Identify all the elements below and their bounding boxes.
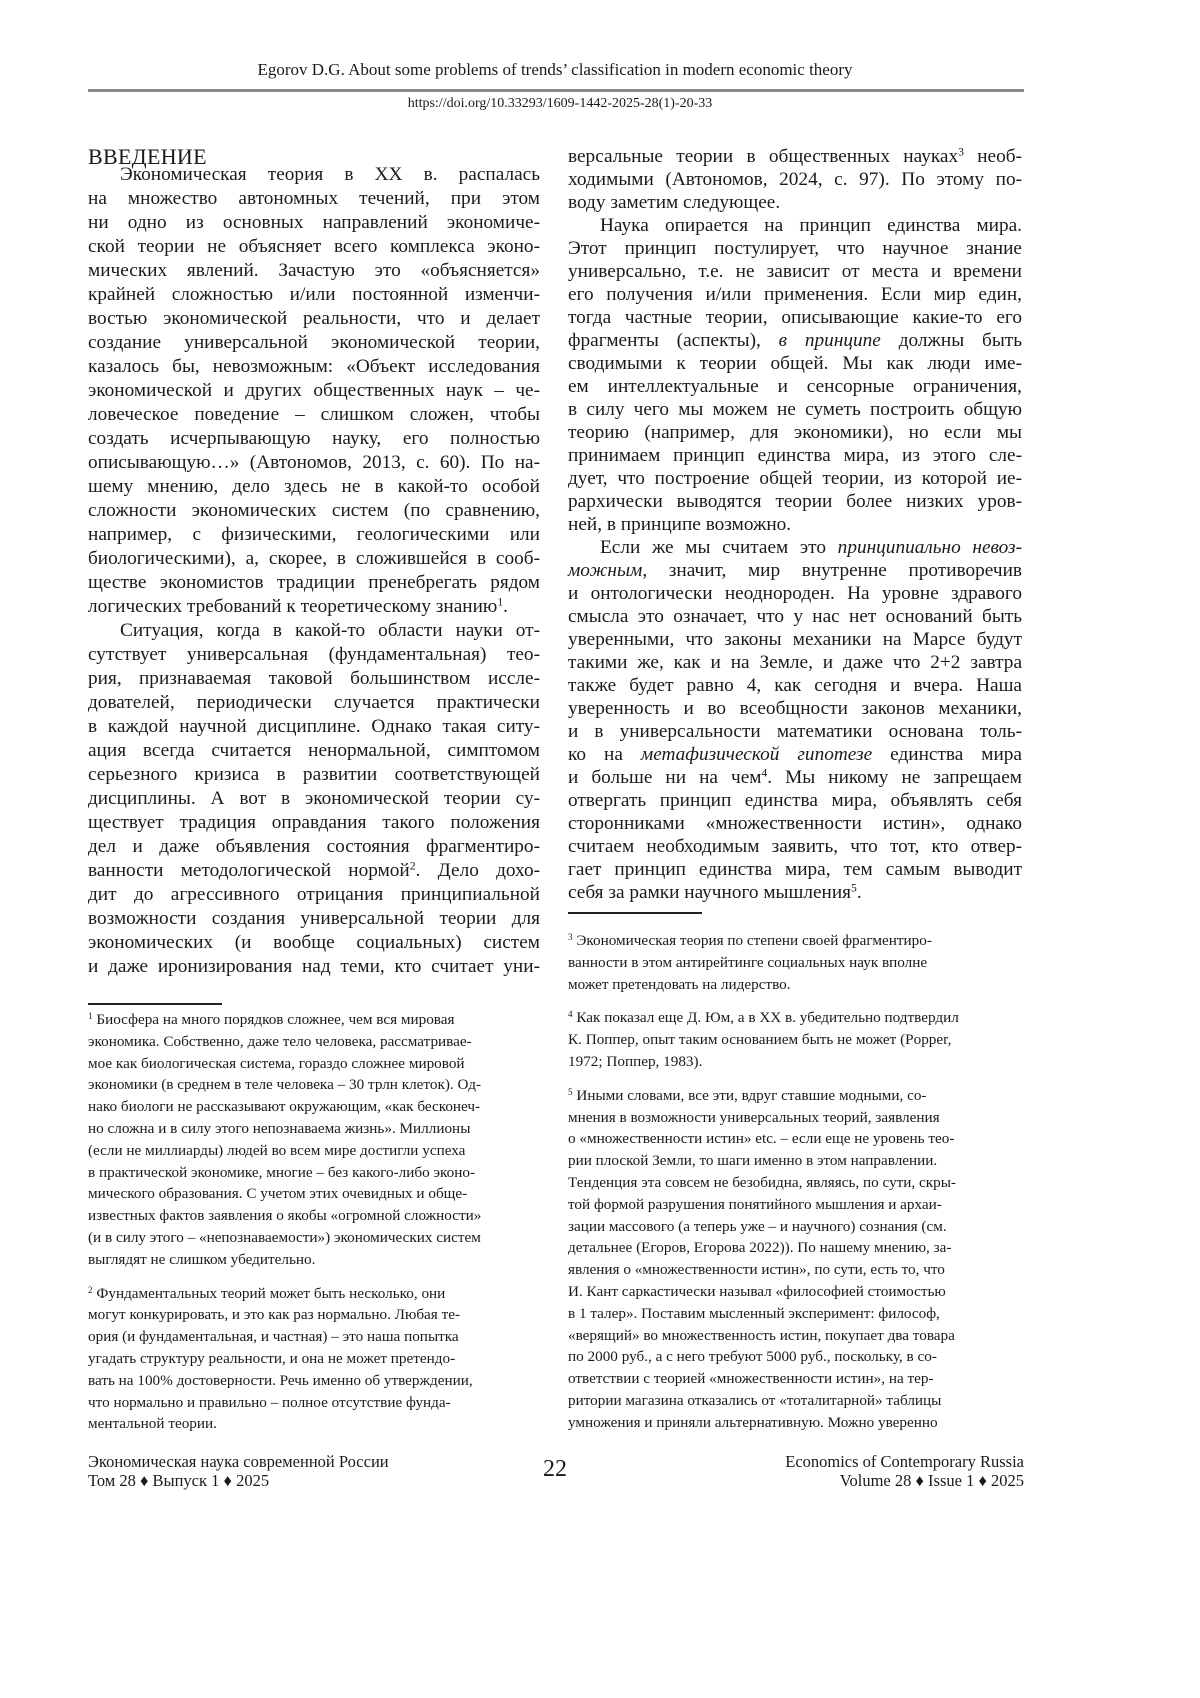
text-line: например, с физическими, геологическими или (88, 523, 540, 547)
text-line: рархически выводятся теории более низких уров- (568, 490, 1022, 513)
text-line: серьезного кризиса в развитии соответствующей (88, 763, 540, 787)
text-line: ходимыми (Автономов, 2024, с. 97). По этому по- (568, 168, 1022, 191)
footnote-number: 3 (568, 932, 573, 942)
text-line: Этот принцип постулирует, что научное знание (568, 237, 1022, 260)
text-run: необ- (964, 146, 1022, 167)
footnote-rule-right (568, 912, 702, 914)
footnote-ref[interactable]: 1 (497, 596, 503, 609)
text-line: уверенными, что законы механики на Марсе будут (568, 628, 1022, 651)
text-line: ни одно из основных направлений экономиче- (88, 211, 540, 235)
footnote-line (568, 1085, 1022, 1107)
text-line (88, 595, 540, 619)
footnote-line (568, 930, 1022, 952)
footnote-line: может претендовать на лидерство. (568, 974, 1022, 996)
text-line: крайней сложностью и/или постоянной изменчи- (88, 283, 540, 307)
footnote-line: явления о «множественности истин», по сути, есть то, что (568, 1259, 1022, 1281)
footnote-line: (и в силу этого – «непознаваемости») экономических систем (88, 1227, 540, 1249)
text-line (568, 743, 1022, 766)
text-line: универсально, т.е. не зависит от места и времени (568, 260, 1022, 283)
body-column-right (568, 145, 1022, 904)
text-line: мических явлений. Зачастую это «объясняется» (88, 259, 540, 283)
footnote (568, 930, 1022, 995)
text-run: Иными словами, все эти, вдруг ставшие модными, со- (576, 1087, 926, 1104)
doi-link[interactable]: https://doi.org/10.33293/1609-1442-2025-28(1)-20-33 (0, 96, 1120, 112)
italic-text: метафизической гипотезе (641, 744, 872, 765)
paragraph (568, 145, 1022, 214)
text-line: отвергать принцип единства мира, объявлять себя (568, 789, 1022, 812)
text-line: ской теории не объясняет всего комплекса эконо- (88, 235, 540, 259)
text-line: дел и даже объявления состояния фрагментиро- (88, 835, 540, 859)
text-line: уверенность и во всеобщности законов механики, (568, 697, 1022, 720)
text-line: шему мнению, дело здесь не в какой-то особой (88, 475, 540, 499)
text-line (568, 329, 1022, 352)
text-run: Если же мы считаем это (600, 537, 838, 558)
footnote-line: в 1 талер». Поставим мысленный эксперимент: философ, (568, 1303, 1022, 1325)
text-line: сводимыми к теории общей. Мы как люди име- (568, 352, 1022, 375)
text-line: сторонниками «множественности истин», однако (568, 812, 1022, 835)
footnote-line: (если не миллиарды) людей во всем мире достигли успеха (88, 1140, 540, 1162)
text-line (88, 859, 540, 883)
text-line: и в универсальности математики основана толь- (568, 720, 1022, 743)
footnote (568, 1007, 1022, 1072)
text-run: , значит, мир внутренне противоречив (642, 560, 1022, 581)
text-run: . Дело дохо- (416, 860, 540, 881)
footnote-line: мического образования. С учетом этих очевидных и обще- (88, 1183, 540, 1205)
footer-issue-en: Volume 28 ♦ Issue 1 ♦ 2025 (785, 1471, 1024, 1490)
footnotes-left (88, 1009, 540, 1435)
text-line: дит до агрессивного отрицания принципиальной (88, 883, 540, 907)
text-line: сутствует универсальная (фундаментальная) тео- (88, 643, 540, 667)
text-run: . (857, 882, 862, 903)
text-line: востью экономической реальности, что и делает (88, 307, 540, 331)
header-rule (88, 89, 1024, 92)
text-line: на множество автономных течений, при этом (88, 187, 540, 211)
footnote-ref[interactable]: 5 (851, 882, 857, 895)
text-line (568, 536, 1022, 559)
text-line: возможности создания универсальной теории для (88, 907, 540, 931)
text-line: в каждой научной дисциплине. Однако такая ситу- (88, 715, 540, 739)
text-run: фрагменты (аспекты), (568, 330, 779, 351)
footnote-line: 1972; Поппер, 1983). (568, 1051, 1022, 1073)
text-line: ловеческое поведение – слишком сложен, чтобы (88, 403, 540, 427)
text-line: казалось бы, невозможным: «Объект исследования (88, 355, 540, 379)
footnote-line: нако биологи не рассказывают окружающим, «как бесконеч- (88, 1096, 540, 1118)
paragraph (568, 214, 1022, 536)
text-run: ко на (568, 744, 641, 765)
text-line: и онтологически неоднороден. На уровне здравого (568, 582, 1022, 605)
text-line: ществует традиция оправдания такого положения (88, 811, 540, 835)
text-line: рия, признаваемая таковой большинством иссле- (88, 667, 540, 691)
footer-journal-ru: Экономическая наука современной России (88, 1452, 389, 1471)
text-line: экономической и других общественных наук – че- (88, 379, 540, 403)
text-line (568, 881, 1022, 904)
text-line: ация всегда считается ненормальной, симптомом (88, 739, 540, 763)
footnote-ref[interactable]: 2 (410, 860, 416, 873)
text-run: логических требований к теоретическому знанию (88, 596, 497, 617)
text-run: Биосфера на много порядков сложнее, чем вся мировая (96, 1011, 454, 1028)
text-line: дисциплины. А вот в экономической теории су- (88, 787, 540, 811)
text-line: гает принцип единства мира, тем самым выводит (568, 858, 1022, 881)
footnote (88, 1283, 540, 1436)
footnote-line: той формой разрушения понятийного мышления и архаи- (568, 1194, 1022, 1216)
footnote-number: 4 (568, 1009, 573, 1019)
text-line: считаем необходимым заявить, что тот, кто отвер- (568, 835, 1022, 858)
footnote-line: известных фактов заявления о якобы «огромной сложности» (88, 1205, 540, 1227)
footnote-line: умножения и приняли альтернативную. Можно уверенно (568, 1412, 1022, 1434)
text-run: ванности методологической нормой (88, 860, 410, 881)
text-line: такими же, как и на Земле, и даже что 2+2 завтра (568, 651, 1022, 674)
text-line: Экономическая теория в XX в. распалась (88, 163, 540, 187)
footer-right (785, 1452, 1024, 1490)
footnote-line: в практической экономике, многие – без какого-либо эконо- (88, 1162, 540, 1184)
text-line: в силу чего мы можем не суметь построить общую (568, 398, 1022, 421)
footnote-line: экономика. Собственно, даже тело человека, рассматривае- (88, 1031, 540, 1053)
body-column-left (88, 163, 540, 979)
footnote-line: зации массового (а теперь уже – и научного) сознания (см. (568, 1216, 1022, 1238)
text-run: Как показал еще Д. Юм, а в XX в. убедительно подтвердил (576, 1009, 958, 1026)
footnote-line: И. Кант саркастически называл «философией стоимостью (568, 1281, 1022, 1303)
footnote-line: ванности в этом антирейтинге социальных наук вполне (568, 952, 1022, 974)
text-run: версальные теории в общественных науках (568, 146, 958, 167)
footnote-line: но сложна и в силу этого непознаваема жизнь». Миллионы (88, 1118, 540, 1140)
italic-text: принципиально невоз- (838, 537, 1022, 558)
text-line: биологическими), а, скорее, в сложившейся в сооб- (88, 547, 540, 571)
section-heading: ВВЕДЕНИЕ (88, 144, 207, 170)
footnote-line: рии плоской Земли, то шаги именно в этом направлении. (568, 1150, 1022, 1172)
footnote-line: о «множественности истин» etc. – если еще не уровень тео- (568, 1128, 1022, 1150)
footnote-line: экономики (в среднем в теле человека – 30 трлн клеток). Од- (88, 1074, 540, 1096)
italic-text: в принципе (779, 330, 881, 351)
paragraph (568, 536, 1022, 904)
footer-issue-ru: Том 28 ♦ Выпуск 1 ♦ 2025 (88, 1471, 389, 1490)
footnote-rule-left (88, 1003, 222, 1005)
page-number: 22 (0, 1456, 1110, 1483)
text-line (568, 145, 1022, 168)
text-line: ней, в принципе возможно. (568, 513, 1022, 536)
text-run: . Мы никому не запрещаем (767, 767, 1022, 788)
text-line: дователей, периодически случается практически (88, 691, 540, 715)
footnote-line: К. Поппер, опыт таким основанием быть не может (Popper, (568, 1029, 1022, 1051)
text-line: дует, что построение общей теории, из которой ие- (568, 467, 1022, 490)
footnote-ref[interactable]: 4 (761, 767, 767, 780)
running-header-title: Egorov D.G. About some problems of trends’ classification in modern economic theory (0, 60, 1110, 80)
text-run: и больше ни на чем (568, 767, 761, 788)
footnote-line (88, 1283, 540, 1305)
text-line: воду заметим следующее. (568, 191, 1022, 214)
text-run: себя за рамки научного мышления (568, 882, 851, 903)
text-run: единства мира (872, 744, 1022, 765)
footnote-number: 2 (88, 1285, 93, 1295)
italic-text: можным (568, 560, 642, 581)
footnote-line: Тенденция эта совсем не безобидна, являясь, по сути, скры- (568, 1172, 1022, 1194)
text-line: его получения и/или применения. Если мир един, (568, 283, 1022, 306)
text-run: должны быть (881, 330, 1022, 351)
text-line: ем интеллектуальные и сенсорные ограничения, (568, 375, 1022, 398)
footnote-line: по 2000 руб., а с него требуют 5000 руб., поскольку, в со- (568, 1346, 1022, 1368)
footnote-line: ритории магазина отказались от «тоталитарной» таблицы (568, 1390, 1022, 1412)
footnote-number: 1 (88, 1011, 93, 1021)
footnotes-right (568, 930, 1022, 1434)
text-line: создать исчерпывающую науку, его полностью (88, 427, 540, 451)
text-line: описывающую…» (Автономов, 2013, с. 60). По на- (88, 451, 540, 475)
text-run: Экономическая теория по степени своей фрагментиро- (576, 932, 932, 949)
text-line: смысла это означает, что у нас нет оснований быть (568, 605, 1022, 628)
text-line: и даже иронизирования над теми, кто считает уни- (88, 955, 540, 979)
footnote-line: детальнее (Егоров, Егорова 2022)). По нашему мнению, за- (568, 1237, 1022, 1259)
text-line: Наука опирается на принцип единства мира. (568, 214, 1022, 237)
footnote-line: угадать структуру реальности, и она не может претендо- (88, 1348, 540, 1370)
text-line: Ситуация, когда в какой-то области науки от- (88, 619, 540, 643)
footnote-line: выглядят не слишком убедительно. (88, 1249, 540, 1271)
text-line: тогда частные теории, описывающие какие-то его (568, 306, 1022, 329)
footnote-line: мнения в возможности универсальных теорий, заявления (568, 1107, 1022, 1129)
footnote-line (568, 1007, 1022, 1029)
footnote-line: ответствии с теорией «множественности истин», на тер- (568, 1368, 1022, 1390)
text-run: Фундаментальных теорий может быть несколько, они (96, 1285, 445, 1302)
footnote-line: что нормально и правильно – полное отсутствие фунда- (88, 1392, 540, 1414)
text-line: также будет равно 4, как сегодня и вчера. Наша (568, 674, 1022, 697)
footer-journal-en: Economics of Contemporary Russia (785, 1452, 1024, 1471)
footnote-line: ория (и фундаментальная, и частная) – это наша попытка (88, 1326, 540, 1348)
text-run: . (503, 596, 508, 617)
footnote-line: могут конкурировать, и это как раз нормально. Любая те- (88, 1304, 540, 1326)
footnote-line: «верящий» во множественность истин, покупает два товара (568, 1325, 1022, 1347)
text-line: теорию (например, для экономики), но если мы (568, 421, 1022, 444)
text-line: принимаем принцип единства мира, из этого сле- (568, 444, 1022, 467)
paragraph (88, 619, 540, 979)
paragraph (88, 163, 540, 619)
footnote-line: вать на 100% достоверности. Речь именно об утверждении, (88, 1370, 540, 1392)
text-line: ществе экономистов традиции пренебрегать рядом (88, 571, 540, 595)
text-line (568, 559, 1022, 582)
text-line: экономических (и вообще социальных) систем (88, 931, 540, 955)
text-line (568, 766, 1022, 789)
footnote-number: 5 (568, 1087, 573, 1097)
footnote (88, 1009, 540, 1271)
footnote-line (88, 1009, 540, 1031)
text-line: сложности экономических систем (по сравнению, (88, 499, 540, 523)
footnote (568, 1085, 1022, 1434)
footnote-line: ментальной теории. (88, 1413, 540, 1435)
footnote-ref[interactable]: 3 (958, 146, 964, 159)
footnote-line: мое как биологическая система, гораздо сложнее мировой (88, 1053, 540, 1075)
text-line: создание универсальной экономической теории, (88, 331, 540, 355)
